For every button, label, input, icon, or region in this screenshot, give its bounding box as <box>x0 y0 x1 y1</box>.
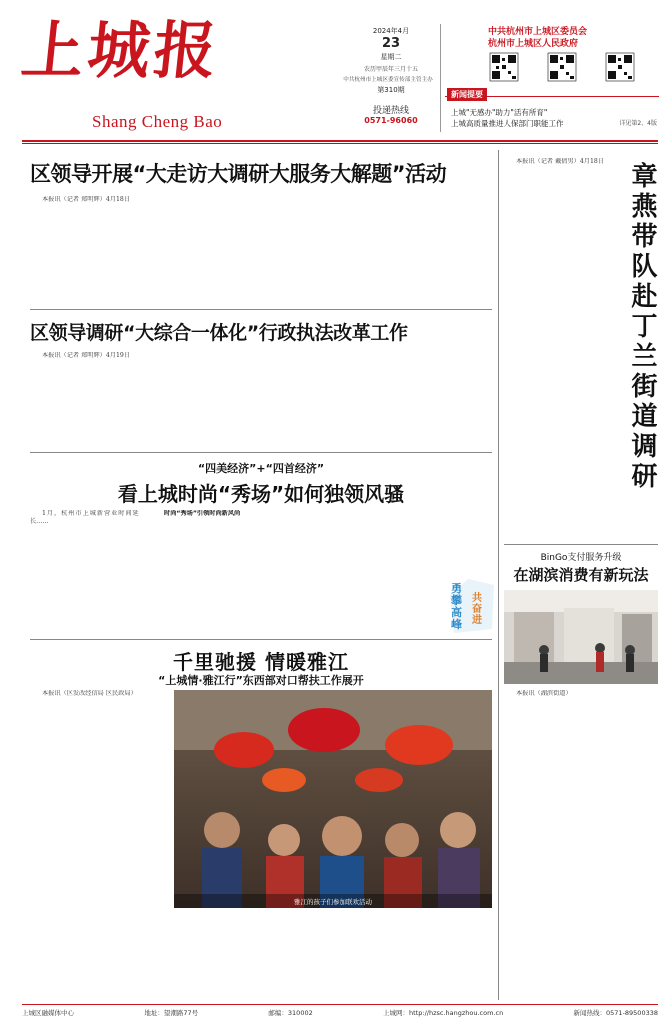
footer-website[interactable]: 上城网：http://hzsc.hangzhou.com.cn <box>383 1009 504 1017</box>
headline-1[interactable]: 区领导开展“大走访大调研大服务大解题”活动 <box>30 162 447 186</box>
government-name: 杭州市上城区人民政府 <box>488 39 579 49</box>
qr-code-2 <box>548 53 576 81</box>
issue-day: 23 <box>381 36 401 51</box>
masthead-pinyin: Shang Cheng Bao <box>92 112 223 131</box>
issue-weekday: 星期二 <box>380 53 402 61</box>
feature-subhead: 时尚“秀场”引领时尚新风尚 <box>164 510 241 517</box>
badge-char-1: 勇 <box>451 582 462 595</box>
masthead-title: 上城报 <box>18 14 224 87</box>
footer-org: 上城区融媒体中心 <box>22 1009 74 1017</box>
news-tips <box>445 90 659 130</box>
footer-hotline: 新闻热线：0571-89500338 <box>573 1009 658 1017</box>
qr-code-3 <box>606 53 634 81</box>
child-5 <box>438 812 480 908</box>
bingo-byline: 本报讯（湖滨街道） <box>516 690 572 697</box>
news-tip-1[interactable]: 上城"无感办"助力"活有所育" <box>451 108 548 117</box>
sponsor-line: 中共杭州市上城区委宣传部主管主办 <box>343 77 433 83</box>
article-1-body <box>30 196 492 302</box>
aid-body-left <box>30 690 170 996</box>
right-article-byline: 本报讯（记者 戴倩男） <box>516 158 580 165</box>
badge-char-5: 共 <box>472 593 482 604</box>
bingo-title[interactable]: 在湖滨消费有新玩法 <box>513 566 649 584</box>
committee-name: 中共杭州市上城区委员会 <box>488 27 588 37</box>
feature-title[interactable]: 看上城时尚“秀场”如何独领风骚 <box>117 482 405 506</box>
hotline-number: 0571-96060 <box>364 116 418 125</box>
qr-group <box>486 52 656 92</box>
aid-subtitle: “上城情·雅江行”东西部对口帮扶工作展开 <box>158 674 364 687</box>
issue-month: 2024年4月 <box>372 27 410 35</box>
article-2-date: 4月19日 <box>105 352 131 359</box>
qr-codes <box>486 52 656 92</box>
feature-byline: 1月，杭州市上城新营业时间延长…… <box>30 510 139 526</box>
news-tips-label: 新闻提要 <box>447 88 487 101</box>
footer <box>22 1008 658 1020</box>
badge-char-4: 峰 <box>451 618 462 631</box>
bingo-photo <box>504 590 658 684</box>
aid-photo <box>174 690 492 908</box>
aid-photo-caption: 雅江的孩子们参加联欢活动 <box>294 898 372 906</box>
feature-side-badge <box>448 575 496 635</box>
badge-char-7: 进 <box>472 615 482 626</box>
store-photo <box>504 590 658 684</box>
bingo-body <box>504 690 658 998</box>
children-photo <box>174 690 492 908</box>
right-article-body <box>504 158 612 538</box>
badge-char-6: 奋 <box>472 604 482 615</box>
article-2-byline: 本报讯（记者 郑明辉） <box>42 352 106 359</box>
aid-byline: 本报讯（区发改经信局 区民政局） <box>42 690 137 697</box>
date-block <box>343 26 436 125</box>
badge-char-3: 高 <box>451 606 462 619</box>
article-2-body <box>30 352 492 448</box>
article-1-date: 4月18日 <box>105 196 131 203</box>
bingo-kicker: BinGo支付服务升级 <box>540 553 622 563</box>
feature-body <box>30 510 492 634</box>
aid-title[interactable]: 千里驰援 情暖雅江 <box>173 650 349 674</box>
article-1-byline: 本报讯（记者 郑明辉） <box>42 196 106 203</box>
lunar-date: 农历甲辰年三月十五 <box>363 66 418 73</box>
child-1 <box>202 812 242 908</box>
qr-code-1 <box>490 53 518 81</box>
feature-kicker: “四美经济”+“四首经济” <box>197 462 325 475</box>
aid-body-bottom <box>174 912 492 998</box>
issue-number: 第310期 <box>377 86 405 94</box>
right-vertical-title[interactable]: 章燕带队赴丁兰街道调研 <box>627 162 657 492</box>
footer-address: 地址：望潮路77号 <box>144 1009 199 1017</box>
headline-2[interactable]: 区领导调研“大综合一体化”行政执法改革工作 <box>30 322 408 344</box>
right-article-date: 4月18日 <box>579 158 605 165</box>
news-tips-page-ref: 详见第2、4版 <box>619 120 657 127</box>
hotline-label: 投递热线 <box>372 106 409 116</box>
badge-char-2: 攀 <box>451 594 462 607</box>
news-tip-2[interactable]: 上城高质量推进人保部门职能工作 <box>451 119 564 128</box>
footer-postcode: 邮编：310002 <box>268 1009 313 1017</box>
